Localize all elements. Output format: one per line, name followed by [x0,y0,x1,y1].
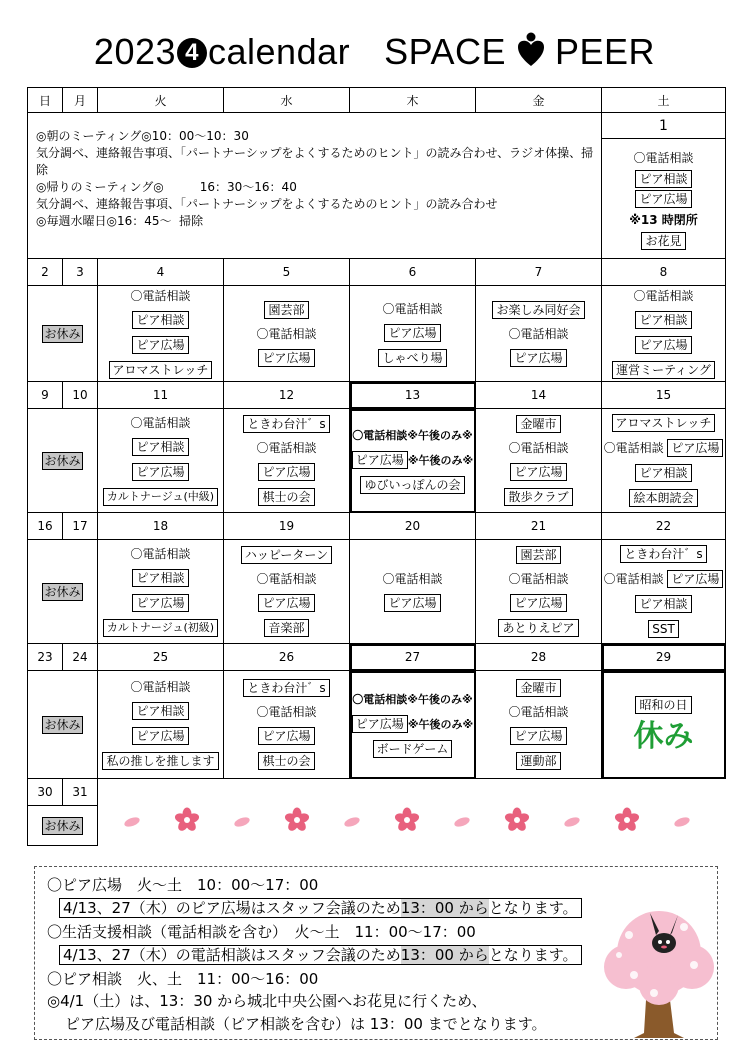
day-number: 20 [350,513,476,540]
note-hanami-2: ピア広場及び電話相談（ピア相談を含む）は 13：00 までとなります。 [65,1015,547,1033]
day-number: 30 [28,779,63,806]
sakura-flower-icon [673,816,691,829]
day-number: 5 [224,259,350,286]
day-number: 22 [602,513,726,540]
sakura-flower-icon [504,808,531,833]
note-phone-change: 4/13、27（木）の電話相談はスタッフ会議のため13：00 からとなります。 [59,945,582,965]
day-number: 4 [98,259,224,286]
day-number: 29 [602,644,726,671]
day-number: 26 [224,644,350,671]
day-number: 23 [28,644,63,671]
sakura-flower-icon [123,816,141,829]
event-cell: アロマストレッチ 〇電話相談 ピア広場 ピア相談 絵本朗読会 [602,409,726,513]
meeting-info [28,113,602,259]
day-number: 17 [63,513,98,540]
page-title [0,30,749,74]
brand-right: PEER [555,31,656,72]
day-number: 8 [602,259,726,286]
wed-task: 掃除 [179,214,204,228]
day-number: 12 [224,382,350,409]
event-cell: 園芸部 〇電話相談 ピア広場 [224,286,350,382]
day-number: 18 [98,513,224,540]
weekday-wed: 水 [224,88,350,113]
weekday-sun: 日 [28,88,63,113]
event-cell: 〇電話相談 ピア相談 ピア広場 カルトナージュ(中級) [98,409,224,513]
day-number: 16 [28,513,63,540]
sakura-flower-icon [563,816,581,829]
event-cell: 〇電話相談 ピア相談 ピア広場 アロマストレッチ [98,286,224,382]
day-number: 6 [350,259,476,286]
event-cell: 〇電話相談 ピア広場 しゃべり場 [350,286,476,382]
weekday-fri: 金 [476,88,602,113]
day-number: 15 [602,382,726,409]
sakura-flower-icon [233,816,251,829]
day-number: 14 [476,382,602,409]
sakura-flower-icon [394,808,421,833]
calendar-grid [27,87,725,853]
morning-time: 10：00～10：30 [151,129,249,143]
event-cell: 園芸部 〇電話相談 ピア広場 あとりえピア [476,540,602,644]
event-cell: ときわ台汁゛s 〇電話相談 ピア広場 棋士の会 [224,671,350,779]
day-number: 2 [28,259,63,286]
evening-label: ◎帰りのミーティング◎ [36,180,164,194]
weekday-thu: 木 [350,88,476,113]
closed-day-cell: お休み [28,540,98,644]
day-number: 27 [350,644,476,671]
weekday-mon: 月 [63,88,98,113]
holiday-cell: 昭和の日 休み [602,671,726,779]
sakura-flower-icon [174,808,201,833]
note-peer-consult-hours: 〇ピア相談 火、土 11：00～16：00 [47,970,319,988]
title-month-number: 4 [177,38,207,68]
day-number: 24 [63,644,98,671]
event-cell: ときわ台汁゛s 〇電話相談 ピア広場 ピア相談 SST [602,540,726,644]
note-hanami-1: ◎4/1（土）は、13：30 から城北中央公園へお花見に行くため、 [47,992,487,1010]
closed-day-cell: お休み [28,286,98,382]
note-peer-space-change: 4/13、27（木）のピア広場はスタッフ会議のため13：00 からとなります。 [59,898,582,918]
day-1: 1 [602,113,726,139]
event-cell: 〇電話相談 ピア相談 ピア広場 運営ミーティング [602,286,726,382]
day-number: 19 [224,513,350,540]
closed-day-cell: お休み [28,671,98,779]
title-word: calendar [208,31,351,72]
staff-meeting-day-cell: 〇電話相談※午後のみ※ ピア広場 ※午後のみ※ ボードゲーム [350,671,476,779]
event-cell: 〇電話相談 ピア相談 ピア広場 私の推しを推します [98,671,224,779]
holiday-closed-label: 休み [633,719,694,754]
brand-left: SPACE [384,31,506,72]
weekday-sat: 土 [602,88,726,113]
sakura-petals-decoration [118,800,708,840]
evening-desc: 気分調べ、連絡報告事項、「パートナーシップをよくするためのヒント」の読み合わせ [36,197,498,211]
day-number: 10 [63,382,98,409]
day-number: 21 [476,513,602,540]
staff-meeting-day-cell: 〇電話相談※午後のみ※ ピア広場 ※午後のみ※ ゆびいっぽんの会 [350,409,476,513]
event-cell: 金曜市 〇電話相談 ピア広場 運動部 [476,671,602,779]
day-1-events: 〇電話相談 ピア相談 ピア広場 ※13 時閉所 お花見 [602,139,726,259]
day-number: 7 [476,259,602,286]
sakura-flower-icon [614,808,641,833]
evening-time: 16：30～16：40 [199,180,297,194]
event-cell: 〇電話相談 ピア広場 [350,540,476,644]
sakura-flower-icon [453,816,471,829]
wed-time: 16：45～ [116,214,172,228]
cherry-tree-rabbit-illustration [604,905,714,1038]
day-number: 25 [98,644,224,671]
day-number: 11 [98,382,224,409]
weekday-tue: 火 [98,88,224,113]
sakura-flower-icon [343,816,361,829]
event-cell: 金曜市 〇電話相談 ピア広場 散歩クラブ [476,409,602,513]
closed-day-cell: お休み [28,409,98,513]
event-cell: 〇電話相談 ピア相談 ピア広場 カルトナージュ(初級) [98,540,224,644]
day-number: 13 [350,382,476,409]
event-cell: お楽しみ同好会 〇電話相談 ピア広場 [476,286,602,382]
morning-desc: 気分調べ、連絡報告事項、「パートナーシップをよくするためのヒント」の読み合わせ、ラジオ体操、掃除 [36,146,594,177]
sakura-flower-icon [284,808,311,833]
day-number: 3 [63,259,98,286]
title-year: 2023 [93,31,177,72]
heart-drop-icon [517,32,545,68]
closed-day-cell: お休み [28,806,98,846]
morning-label: ◎朝のミーティング◎ [36,129,152,143]
day-number: 9 [28,382,63,409]
day-number: 31 [63,779,98,806]
event-cell: ときわ台汁゛s 〇電話相談 ピア広場 棋士の会 [224,409,350,513]
event-cell: ハッピーターン 〇電話相談 ピア広場 音楽部 [224,540,350,644]
note-support-hours: 〇生活支援相談（電話相談を含む） 火～土 11：00～17：00 [47,923,476,941]
note-peer-space-hours: 〇ピア広場 火～土 10：00～17：00 [47,876,319,894]
day-number: 28 [476,644,602,671]
wed-label: ◎毎週水曜日◎ [36,214,117,228]
